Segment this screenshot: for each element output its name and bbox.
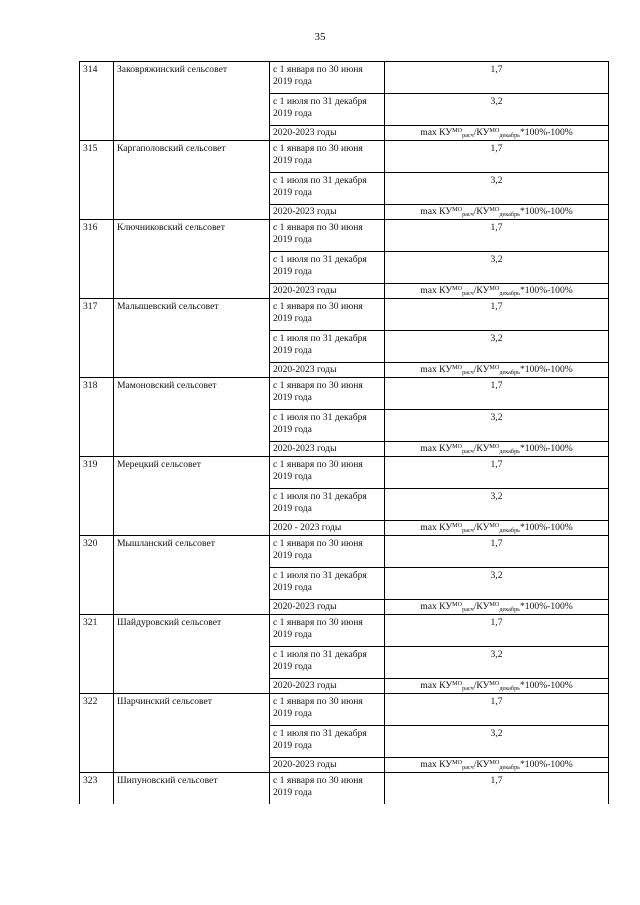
formula-subscript: расч: [462, 369, 474, 377]
municipality-name: Ключниковский сельсовет: [114, 220, 270, 299]
formula-superscript: МО: [452, 127, 463, 135]
municipality-name: Мамоновский сельсовет: [114, 378, 270, 457]
formula-suffix: *100%-100%: [520, 601, 573, 613]
row-number: 321: [80, 615, 114, 694]
formula-superscript: МО: [489, 443, 500, 451]
period-cell: с 1 июля по 31 декабря 2019 года: [270, 331, 385, 363]
formula-prefix: max КУ: [420, 206, 453, 218]
formula-cell: [385, 284, 609, 299]
formula-divisor: /КУ: [473, 127, 490, 139]
coefficient-value: 3,2: [490, 412, 503, 423]
formula-cell: [385, 126, 609, 141]
formula-subscript: декабрь: [499, 685, 520, 693]
formula-divisor: /КУ: [473, 443, 490, 455]
coefficient-value: 1,7: [490, 617, 503, 628]
period-cell: с 1 июля по 31 декабря 2019 года: [270, 647, 385, 679]
table-row: [80, 141, 609, 173]
formula-cell: [385, 758, 609, 773]
period-cell: 2020 - 2023 годы: [270, 521, 385, 536]
formula-subscript: декабрь: [499, 606, 520, 614]
formula-subscript: расч: [462, 211, 474, 219]
table-row: [80, 457, 609, 489]
period-cell: 2020-2023 годы: [270, 363, 385, 378]
coefficient-formula: [420, 285, 573, 296]
formula-prefix: max КУ: [420, 601, 453, 613]
formula-suffix: *100%-100%: [520, 680, 573, 692]
period-cell: с 1 января по 30 июня 2019 года: [270, 378, 385, 410]
formula-superscript: МО: [489, 680, 500, 688]
period-cell: 2020-2023 годы: [270, 126, 385, 141]
coefficient-value: 1,7: [490, 696, 503, 707]
coefficient-formula: [420, 127, 573, 138]
formula-cell: [385, 679, 609, 694]
formula-superscript: МО: [452, 443, 463, 451]
formula-suffix: *100%-100%: [520, 364, 573, 376]
period-cell: 2020-2023 годы: [270, 284, 385, 299]
formula-prefix: max КУ: [420, 680, 453, 692]
municipality-coefficient-table: [79, 61, 609, 804]
formula-superscript: МО: [489, 364, 500, 372]
municipality-name: Шипуновский сельсовет: [114, 773, 270, 805]
row-number: 317: [80, 299, 114, 378]
coefficient-value: 1,7: [490, 538, 503, 549]
coefficient-value: 3,2: [490, 570, 503, 581]
value-cell: [385, 299, 609, 331]
coefficient-formula: [420, 680, 573, 691]
coefficient-value: 3,2: [490, 254, 503, 265]
formula-superscript: МО: [452, 285, 463, 293]
formula-superscript: МО: [452, 364, 463, 372]
value-cell: [385, 410, 609, 442]
value-cell: [385, 62, 609, 94]
formula-prefix: max КУ: [420, 759, 453, 771]
value-cell: [385, 173, 609, 205]
formula-prefix: max КУ: [420, 522, 453, 534]
formula-divisor: /КУ: [473, 206, 490, 218]
row-number: 322: [80, 694, 114, 773]
period-cell: 2020-2023 годы: [270, 679, 385, 694]
value-cell: [385, 94, 609, 126]
formula-subscript: расч: [462, 685, 474, 693]
period-cell: с 1 января по 30 июня 2019 года: [270, 457, 385, 489]
coefficient-value: 1,7: [490, 64, 503, 75]
table-row: [80, 694, 609, 726]
municipality-name: Малышевский сельсовет: [114, 299, 270, 378]
municipality-name: Мышланский сельсовет: [114, 536, 270, 615]
table-row: [80, 536, 609, 568]
municipality-name: Шарчинский сельсовет: [114, 694, 270, 773]
value-cell: [385, 726, 609, 758]
coefficient-value: 1,7: [490, 775, 503, 786]
coefficient-formula: [420, 759, 573, 770]
formula-cell: [385, 600, 609, 615]
formula-suffix: *100%-100%: [520, 285, 573, 297]
formula-prefix: max КУ: [420, 285, 453, 297]
period-cell: с 1 января по 30 июня 2019 года: [270, 615, 385, 647]
formula-prefix: max КУ: [420, 127, 453, 139]
value-cell: [385, 615, 609, 647]
period-cell: с 1 января по 30 июня 2019 года: [270, 141, 385, 173]
formula-subscript: декабрь: [499, 132, 520, 140]
period-cell: 2020-2023 годы: [270, 758, 385, 773]
coefficient-value: 3,2: [490, 491, 503, 502]
value-cell: [385, 773, 609, 805]
value-cell: [385, 141, 609, 173]
period-cell: с 1 января по 30 июня 2019 года: [270, 773, 385, 805]
formula-superscript: МО: [489, 127, 500, 135]
formula-superscript: МО: [489, 601, 500, 609]
row-number: 315: [80, 141, 114, 220]
formula-cell: [385, 205, 609, 220]
value-cell: [385, 331, 609, 363]
formula-divisor: /КУ: [473, 364, 490, 376]
table-row: [80, 773, 609, 805]
formula-suffix: *100%-100%: [520, 522, 573, 534]
period-cell: с 1 июля по 31 декабря 2019 года: [270, 173, 385, 205]
value-cell: [385, 536, 609, 568]
period-cell: с 1 июля по 31 декабря 2019 года: [270, 489, 385, 521]
formula-prefix: max КУ: [420, 364, 453, 376]
formula-subscript: расч: [462, 606, 474, 614]
row-number: 323: [80, 773, 114, 805]
table-row: [80, 62, 609, 94]
row-number: 316: [80, 220, 114, 299]
period-cell: с 1 июля по 31 декабря 2019 года: [270, 726, 385, 758]
coefficient-formula: [420, 364, 573, 375]
formula-superscript: МО: [489, 206, 500, 214]
table-row: [80, 615, 609, 647]
municipality-name: Шайдуровский сельсовет: [114, 615, 270, 694]
period-cell: 2020-2023 годы: [270, 442, 385, 457]
value-cell: [385, 647, 609, 679]
row-number: 320: [80, 536, 114, 615]
municipality-name: Каргаполовский сельсовет: [114, 141, 270, 220]
period-cell: с 1 июля по 31 декабря 2019 года: [270, 568, 385, 600]
formula-prefix: max КУ: [420, 443, 453, 455]
value-cell: [385, 457, 609, 489]
coefficient-formula: [420, 601, 573, 612]
period-cell: с 1 января по 30 июня 2019 года: [270, 62, 385, 94]
formula-subscript: декабрь: [499, 764, 520, 772]
formula-subscript: декабрь: [499, 290, 520, 298]
formula-subscript: расч: [462, 132, 474, 140]
period-cell: с 1 января по 30 июня 2019 года: [270, 299, 385, 331]
coefficient-value: 3,2: [490, 333, 503, 344]
formula-suffix: *100%-100%: [520, 759, 573, 771]
coefficient-value: 3,2: [490, 175, 503, 186]
period-cell: с 1 января по 30 июня 2019 года: [270, 220, 385, 252]
coefficient-value: 3,2: [490, 728, 503, 739]
value-cell: [385, 694, 609, 726]
period-cell: 2020-2023 годы: [270, 600, 385, 615]
formula-subscript: декабрь: [499, 527, 520, 535]
formula-subscript: декабрь: [499, 369, 520, 377]
coefficient-value: 3,2: [490, 649, 503, 660]
formula-divisor: /КУ: [473, 680, 490, 692]
table-row: [80, 220, 609, 252]
formula-suffix: *100%-100%: [520, 206, 573, 218]
formula-subscript: расч: [462, 764, 474, 772]
value-cell: [385, 252, 609, 284]
coefficient-formula: [420, 206, 573, 217]
value-cell: [385, 489, 609, 521]
municipality-name: Мерецкий сельсовет: [114, 457, 270, 536]
formula-subscript: декабрь: [499, 211, 520, 219]
row-number: 318: [80, 378, 114, 457]
municipality-name: Заковряжинский сельсовет: [114, 62, 270, 141]
row-number: 319: [80, 457, 114, 536]
formula-cell: [385, 363, 609, 378]
coefficient-value: 1,7: [490, 222, 503, 233]
formula-superscript: МО: [452, 680, 463, 688]
formula-divisor: /КУ: [473, 759, 490, 771]
formula-subscript: расч: [462, 527, 474, 535]
formula-superscript: МО: [452, 759, 463, 767]
value-cell: [385, 378, 609, 410]
page-number: 35: [314, 31, 326, 43]
formula-superscript: МО: [452, 601, 463, 609]
coefficient-value: 3,2: [490, 96, 503, 107]
period-cell: с 1 января по 30 июня 2019 года: [270, 694, 385, 726]
value-cell: [385, 220, 609, 252]
formula-cell: [385, 521, 609, 536]
formula-divisor: /КУ: [473, 601, 490, 613]
formula-cell: [385, 442, 609, 457]
formula-subscript: расч: [462, 448, 474, 456]
coefficient-value: 1,7: [490, 459, 503, 470]
table-row: [80, 378, 609, 410]
formula-superscript: МО: [489, 285, 500, 293]
formula-superscript: МО: [452, 522, 463, 530]
period-cell: 2020-2023 годы: [270, 205, 385, 220]
coefficient-formula: [420, 443, 573, 454]
coefficient-value: 1,7: [490, 143, 503, 154]
formula-suffix: *100%-100%: [520, 127, 573, 139]
period-cell: с 1 июля по 31 декабря 2019 года: [270, 410, 385, 442]
formula-divisor: /КУ: [473, 285, 490, 297]
period-cell: с 1 июля по 31 декабря 2019 года: [270, 252, 385, 284]
row-number: 314: [80, 62, 114, 141]
table-row: [80, 299, 609, 331]
formula-superscript: МО: [489, 522, 500, 530]
formula-subscript: декабрь: [499, 448, 520, 456]
formula-superscript: МО: [452, 206, 463, 214]
period-cell: с 1 января по 30 июня 2019 года: [270, 536, 385, 568]
formula-superscript: МО: [489, 759, 500, 767]
table-body: [80, 62, 609, 805]
period-cell: с 1 июля по 31 декабря 2019 года: [270, 94, 385, 126]
value-cell: [385, 568, 609, 600]
formula-divisor: /КУ: [473, 522, 490, 534]
coefficient-value: 1,7: [490, 380, 503, 391]
coefficient-formula: [420, 522, 573, 533]
formula-subscript: расч: [462, 290, 474, 298]
formula-suffix: *100%-100%: [520, 443, 573, 455]
coefficient-value: 1,7: [490, 301, 503, 312]
